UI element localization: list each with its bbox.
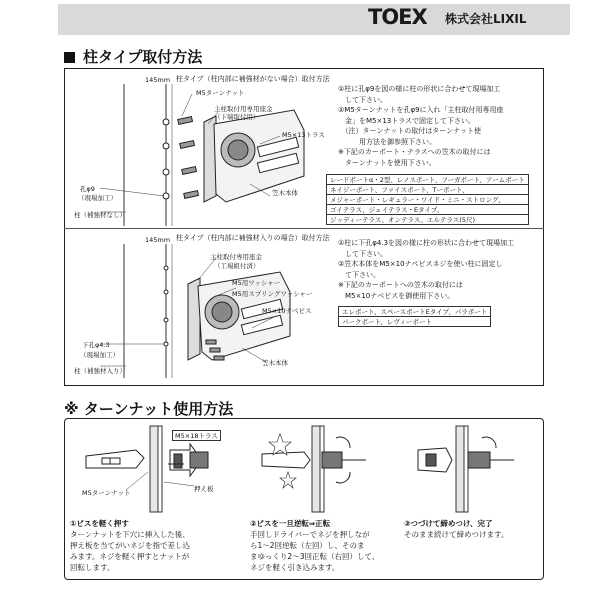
- note-line: 金」をM5×13トラスで固定して下さい。: [338, 116, 476, 125]
- panel-a-screw-label: M5×13トラス: [282, 131, 325, 139]
- brand-logo: TOEX: [368, 5, 427, 29]
- note-line: ②笠木本体をM5×10ナベビスネジを使い柱に固定し: [338, 260, 503, 268]
- panel-a-hole-sub-label: （現場加工）: [78, 194, 117, 202]
- panel-a-model-table: [326, 174, 529, 225]
- panel-a-heading: 柱タイプ（柱内部に補強材がない場合）取付方法: [176, 75, 330, 83]
- step-3-title: ③つづけて締めつけ、完了: [404, 519, 493, 528]
- panel-b-model-table: [338, 306, 491, 327]
- step-1: [70, 518, 190, 573]
- step-2-title: ②ビスを一旦逆転⇒正転: [250, 519, 331, 528]
- step-1-line: 回転します。: [70, 563, 115, 572]
- panel-b-post-label: 柱（補強材入り）: [74, 367, 126, 375]
- note-line: ※下記のカーポートへの笠木の取付には: [338, 281, 463, 289]
- panel-a-bracket-label: 主柱取付用専用座金: [214, 105, 273, 113]
- panel-a-diagram: [66, 84, 328, 226]
- panel-b-body-label: 笠木本体: [262, 359, 288, 367]
- section2-title: ※ ターンナット使用方法: [64, 400, 234, 418]
- model-cell: メジャーポート・レギュラー・ワイド・ミニ・ストロング、: [327, 195, 529, 205]
- turn-nut-label: M5ターンナット: [82, 489, 131, 497]
- step-3: [404, 518, 508, 540]
- note-line: して下さい。: [338, 95, 387, 104]
- panel-a-bracket-sub-label: （下端取付用）: [214, 113, 260, 121]
- panel-b-heading: 柱タイプ（柱内部に補強材入りの場合）取付方法: [176, 234, 330, 242]
- panel-a-notes: [338, 84, 504, 168]
- panel-divider: [64, 228, 544, 229]
- note-line: て下さい。: [338, 270, 380, 279]
- note-line: 用方法を御参照下さい。: [338, 137, 436, 146]
- note-line: ※下記のカーポート・テラスへの笠木の取付には: [338, 148, 491, 156]
- step-2-line: 手回しドライバーでネジを押しなが: [250, 530, 370, 539]
- model-cell: パークポート、レヴィーポート: [339, 317, 491, 327]
- step-1-line: ターンナットを下穴に挿入した後、: [70, 530, 190, 539]
- panel-b-notes: [338, 238, 514, 301]
- section1-title: 柱タイプ取付方法: [64, 46, 202, 67]
- panel-b-hole-sub-label: （現場加工）: [80, 351, 119, 359]
- square-bullet-icon: [64, 52, 75, 63]
- model-cell: ネイジーポート、ファイスポート、Tーポート、: [327, 185, 529, 195]
- company-name: 株式会社LIXIL: [445, 12, 527, 26]
- panel-a-hole-label: 孔φ9: [80, 185, 95, 193]
- note-line: ①柱に孔φ9を図の様に柱の形状に合わせて現場加工: [338, 85, 501, 93]
- model-cell: ゴイテラス、ジェイテラス・Eタイプ、: [327, 205, 529, 215]
- note-line: ターンナットを使用下さい。: [338, 158, 436, 167]
- step-1-line: 押え板を当てがいネジを指で差し込: [70, 541, 190, 550]
- model-cell: ジッディーテラス、オンテラス、エルテラス(5尺): [327, 215, 529, 225]
- panel-b-screw-label: M5×10ナベビス: [262, 307, 312, 315]
- step-2-line: ら1〜2回逆転（左回）し、そのま: [250, 541, 365, 550]
- panel-b-bracket-sub-label: （工場組付済）: [214, 262, 260, 270]
- note-line: （注）ターンナットの取付はターンナット使: [338, 127, 481, 135]
- note-line: ①柱に下孔φ4.3を図の様に柱の形状に合わせて現場加工: [338, 239, 515, 247]
- panel-a-turn-nut-label: M5ターンナット: [196, 89, 245, 97]
- panel-b-washer-label: M5用ワッシャー: [232, 279, 281, 287]
- model-cell: エレポート、スペースポートEタイプ、パラポート: [339, 307, 491, 317]
- panel-a-post-label: 柱（補強材なし）: [74, 211, 126, 219]
- step-1-line: みます。ネジを軽く押すとナットが: [70, 552, 190, 561]
- turn-nut-screw-label: M5×18トラス: [172, 430, 221, 441]
- step-3-line: そのまま続けて締めつけます。: [404, 530, 509, 539]
- panel-b-spring-washer-label: M5用スプリングワッシャー: [232, 290, 313, 298]
- step-2-line: ネジを軽く引き込みます。: [250, 563, 340, 572]
- step-1-title: ①ビスを軽く押す: [70, 519, 129, 528]
- panel-a-body-label: 笠木本体: [272, 189, 298, 197]
- note-line: ②M5ターンナットを孔φ9に入れ「主柱取付用専用座: [338, 106, 504, 114]
- panel-b-bracket-label: 主柱取付専用座金: [210, 253, 262, 261]
- panel-b-hole-label: 下孔φ4.3: [82, 341, 110, 349]
- step-2-line: まゆっくり2〜3回正転（右回）して、: [250, 552, 380, 561]
- note-line: して下さい。: [338, 249, 387, 258]
- step-2: [250, 518, 379, 573]
- note-line: M5×10ナベビスを御使用下さい。: [338, 291, 455, 300]
- model-cell: レードポートα・2型、レノスポート、フーガポート、アームポート: [327, 175, 529, 185]
- panel-a-dim: 145mm: [145, 76, 171, 84]
- panel-b-dim: 145mm: [145, 236, 171, 244]
- turn-nut-diagram: [66, 420, 540, 516]
- press-plate-label: 押え板: [194, 485, 214, 493]
